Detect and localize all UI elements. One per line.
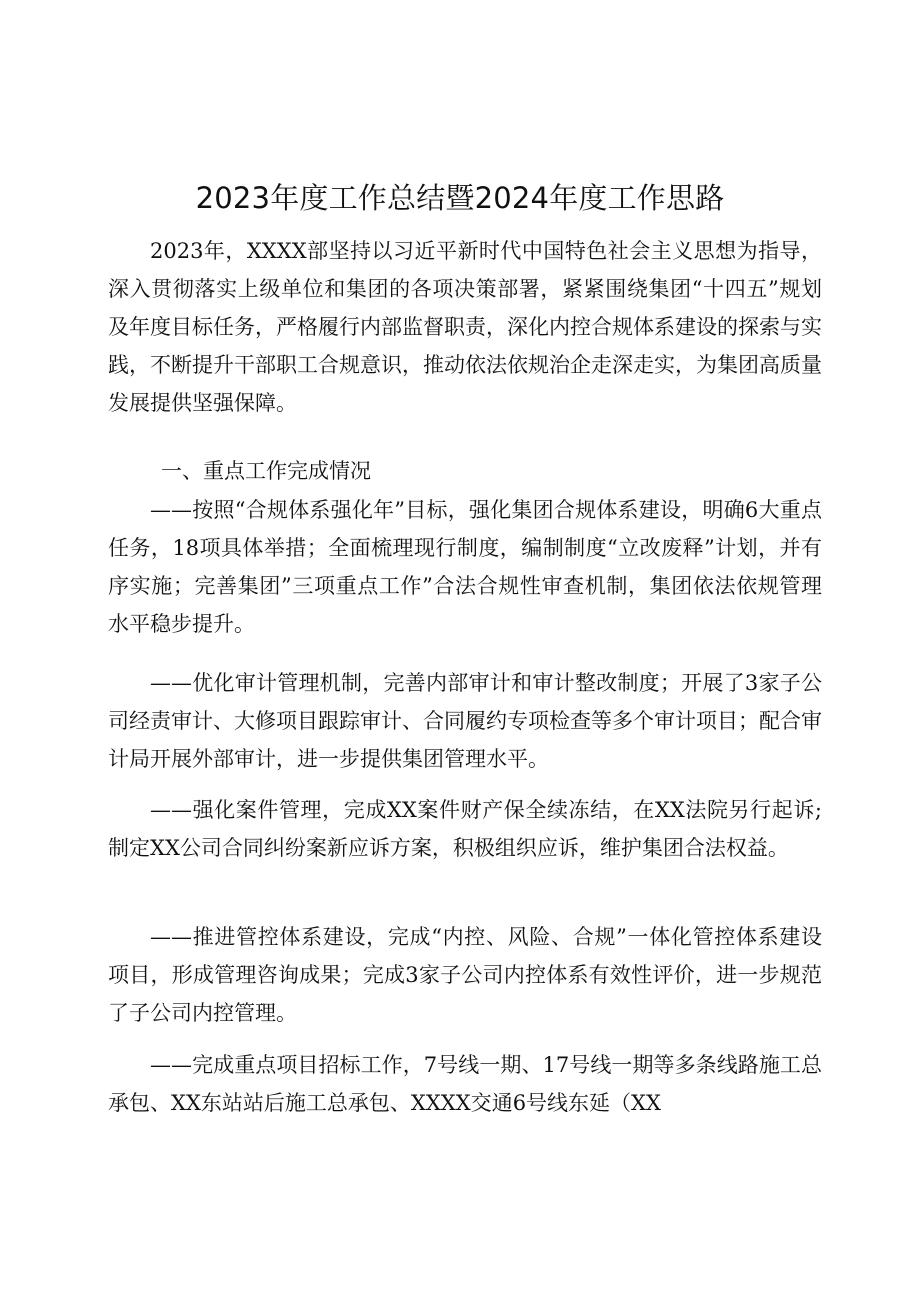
work-item-paragraph: ——推进管控体系建设，完成“内控、风险、合规”一体化管控体系建设项目，形成管理咨询成果；完成3家子公司内控体系有效性评价，进一步规范了子公司内控管理。 xyxy=(108,925,822,1025)
work-item-paragraph: ——强化案件管理，完成XX案件财产保全续冻结，在XX法院另行起诉;制定XX公司合同纠纷案新应诉方案，积极组织应诉，维护集团合法权益。 xyxy=(108,798,822,860)
work-item-paragraph: ——按照“合规体系强化年”目标，强化集团合规体系建设，明确6大重点任务，18项具体举措；全面梳理现行制度，编制制度“立改废释”计划，并有序实施；完善集团”三项重点工作”合法合规性审查机制，集团依法依规管理水平稳步提升。 xyxy=(108,498,822,636)
work-item-paragraph: ——完成重点项目招标工作，7号线一期、17号线一期等多条线路施工总承包、XX东站站后施工总承包、XXXX交通6号线东延（XX xyxy=(108,1053,822,1115)
document-title: 2023年度工作总结暨2024年度工作思路 xyxy=(195,181,725,215)
section-heading: 一、重点工作完成情况 xyxy=(161,459,371,483)
intro-paragraph: 2023年，XXXX部坚持以习近平新时代中国特色社会主义思想为指导，深入贯彻落实上级单位和集团的各项决策部署，紧紧围绕集团“十四五”规划及年度目标任务，严格履行内部监督职责，深化内控合规体系建设的探索与实践，不断提升干部职工合规意识，推动依法依规治企走深走实，为集团高质量发展提供坚强保障。 xyxy=(108,239,822,415)
work-item-paragraph: ——优化审计管理机制，完善内部审计和审计整改制度；开展了3家子公司经责审计、大修项目跟踪审计、合同履约专项检查等多个审计项目；配合审计局开展外部审计，进一步提供集团管理水平。 xyxy=(108,671,822,771)
